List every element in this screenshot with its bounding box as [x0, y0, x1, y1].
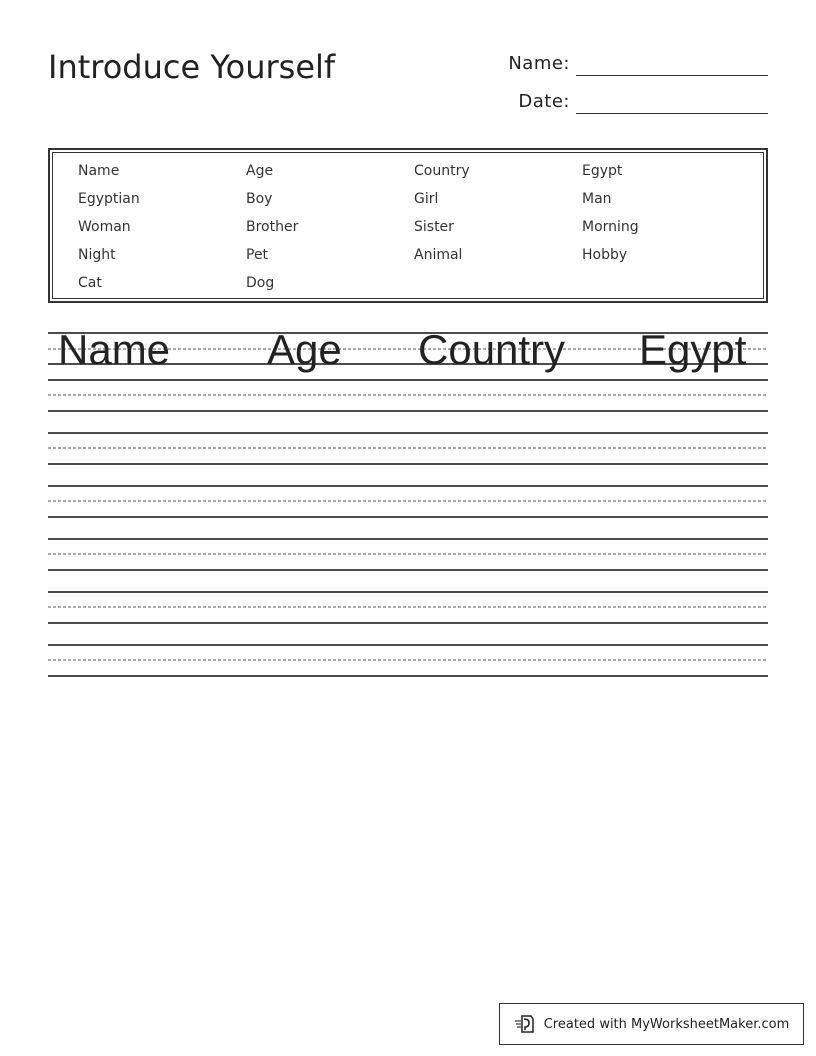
word-bank-item: Name: [78, 163, 120, 179]
word-bank-item: Cat: [78, 275, 102, 291]
word-bank-item: Hobby: [582, 247, 628, 263]
word-bank-item: Man: [582, 191, 612, 207]
tracing-word: Country: [418, 326, 566, 373]
tracing-word: Egypt: [639, 326, 747, 373]
word-bank-item: Brother: [246, 219, 299, 235]
word-bank-item: Dog: [246, 275, 275, 291]
word-bank-item: Animal: [414, 247, 463, 263]
word-bank-item: Girl: [414, 191, 439, 207]
word-bank-item: Egypt: [582, 163, 623, 179]
date-label: Date:: [518, 91, 570, 112]
word-bank-item: Sister: [414, 219, 454, 235]
word-bank-item: Woman: [78, 219, 131, 235]
footer-credit[interactable]: [499, 1003, 804, 1045]
myworksheetmaker-logo-icon: [514, 1013, 536, 1035]
page-title: Introduce Yourself: [48, 48, 336, 86]
footer-text: Created with MyWorksheetMaker.com: [543, 1016, 790, 1032]
tracing-word: Age: [267, 326, 342, 373]
tracing-word: Name: [58, 326, 171, 373]
word-bank-item: Morning: [582, 219, 639, 235]
name-label: Name:: [508, 53, 570, 74]
word-bank-item: Age: [246, 163, 274, 179]
word-bank-item: Egyptian: [78, 191, 140, 207]
word-bank-item: Pet: [246, 247, 269, 263]
word-bank-item: Boy: [246, 191, 273, 207]
word-bank-item: Night: [78, 247, 116, 263]
word-bank-item: Country: [414, 163, 470, 179]
